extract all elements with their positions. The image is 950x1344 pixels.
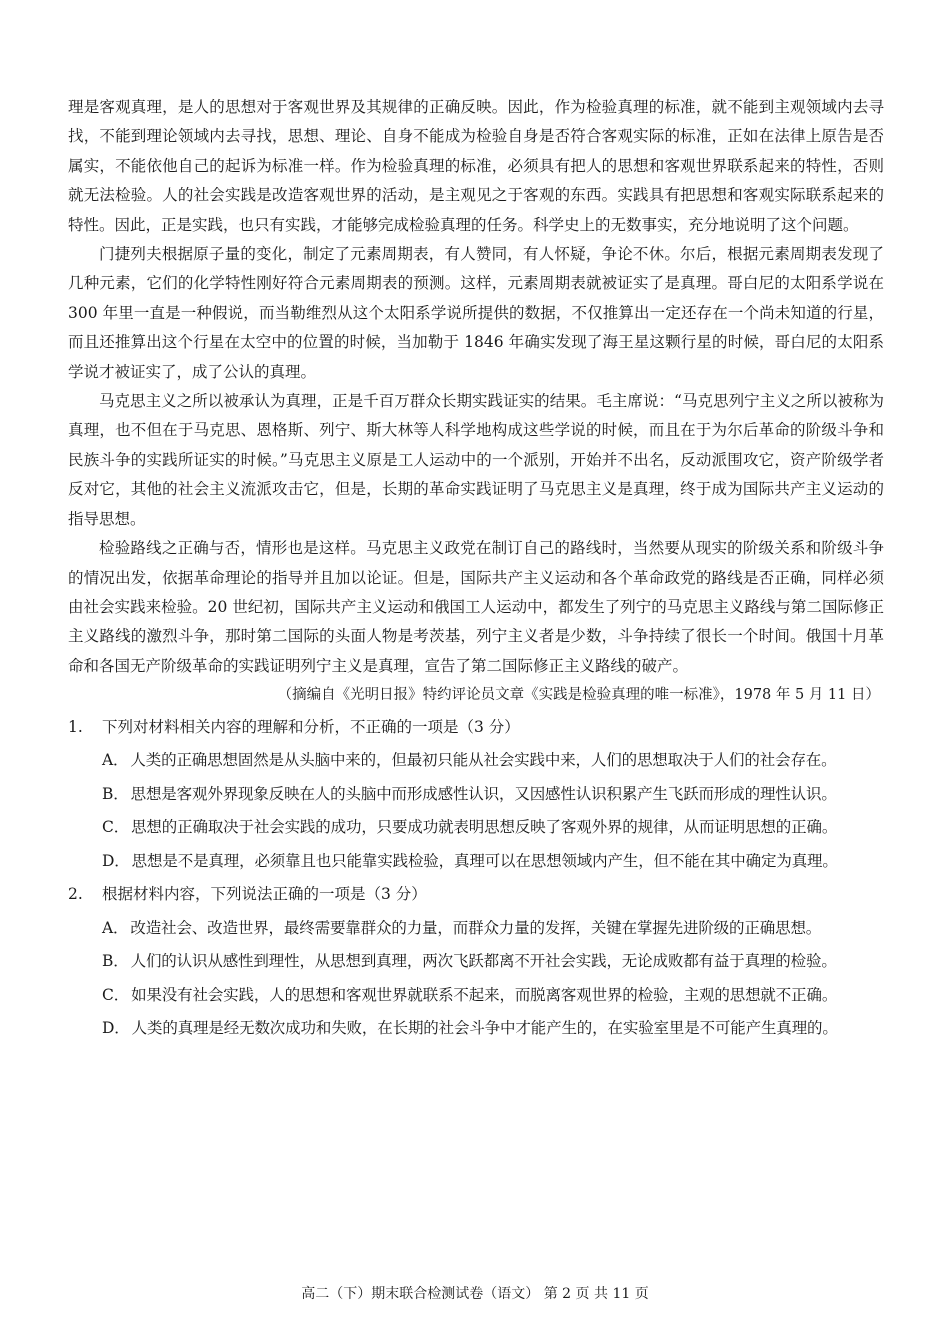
article-source: （摘编自《光明日报》特约评论员文章《实践是检验真理的唯一标准》，1978 年 5 月 11 日） [277,687,880,704]
option-letter: C． [102,818,130,837]
question-text: 根据材料内容，下列说法正确的一项是（3 分） [102,885,427,904]
option-b [68,778,884,812]
option-text: 思想是不是真理，必须靠且也只能靠实践检验，真理可以在思想领域内产生，但不能在其中确定为真理。 [131,851,838,870]
option-text: 人们的认识从感性到理性，从思想到真理，两次飞跃都离不开社会实践，无论成败都有益于真理的检验。 [130,952,837,971]
option-letter: A． [102,751,129,770]
question-text: 下列对材料相关内容的理解和分析，不正确的一项是（3 分） [102,717,520,736]
question-stem [68,711,884,745]
option-d [68,845,884,879]
question-stem [68,878,884,912]
option-letter: D． [102,1019,130,1038]
question-1 [68,711,884,879]
option-text: 人类的正确思想固然是从头脑中来的，但最初只能从社会实践中来，人们的思想取决于人们的社会存在。 [130,751,837,770]
exam-page [68,93,884,1046]
option-letter: B． [102,784,129,803]
option-text: 人类的真理是经无数次成功和失败，在长期的社会斗争中才能产生的，在实验室里是不可能产生真理的。 [131,1019,838,1038]
option-letter: D． [102,851,130,870]
page-footer: 高二（下）期末联合检测试卷（语文） 第 2 页 共 11 页 [301,1286,649,1302]
option-a [68,744,884,778]
option-c [68,811,884,845]
question-number: 2. [68,885,83,904]
option-a [68,912,884,946]
option-text: 如果没有社会实践，人的思想和客观世界就联系不起来，而脱离客观世界的检验，主观的思想就不正确。 [131,985,838,1004]
option-letter: C． [102,985,130,1004]
question-2 [68,878,884,1046]
option-text: 思想是客观外界现象反映在人的头脑中而形成感性认识，又因感性认识积累产生飞跃而形成的理性认识。 [130,784,837,803]
option-c [68,979,884,1013]
article-paragraph-2: 门捷列夫根据原子量的变化，制定了元素周期表，有人赞同，有人怀疑，争论不休。尔后，根据元素周期表发现了几种元素，它们的化学特性刚好符合元素周期表的预测。这样，元素周期表就被证实了是真理。哥白尼的太阳系学说在 300 年里一直是一种假说，而当勒维烈从这个太阳系学说所提供的数据，不仅推算出一定还存在一个尚未知道的行星，而且还推算出这个行星在太空中的位置的时候，当加勒于 1846 年确实发现了海王星这颗行星的时候，哥白尼的太阳系学说才被证实了，成了公认的真理。 [68,245,884,381]
article-body [68,93,884,711]
option-text: 改造社会、改造世界，最终需要靠群众的力量，而群众力量的发挥，关键在掌握先进阶级的正确思想。 [130,918,822,937]
question-number: 1. [68,717,83,736]
article-paragraph-1: 理是客观真理，是人的思想对于客观世界及其规律的正确反映。因此，作为检验真理的标准，就不能到主观领域内去寻找，不能到理论领域内去寻找，思想、理论、自身不能成为检验自身是否符合客观实际的标准，正如在法律上原告是否属实，不能依他自己的起诉为标准一样。作为检验真理的标准，必须具有把人的思想和客观世界联系起来的特性，否则就无法检验。人的社会实践是改造客观世界的活动，是主观见之于客观的东西。实践具有把思想和客观实际联系起来的特性。因此，正是实践，也只有实践，才能够完成检验真理的任务。科学史上的无数事实，充分地说明了这个问题。 [68,98,884,234]
option-letter: B． [102,952,129,971]
option-text: 思想的正确取决于社会实践的成功，只要成功就表明思想反映了客观外界的规律，从而证明思想的正确。 [131,818,838,837]
article-paragraph-3: 马克思主义之所以被承认为真理，正是千百万群众长期实践证实的结果。毛主席说：“马克思列宁主义之所以被称为真理，也不但在于马克思、恩格斯、列宁、斯大林等人科学地构成这些学说的时候，而且在于为尔后革命的阶级斗争和民族斗争的实践所证实的时候。”马克思主义原是工人运动中的一个派别，开始并不出名，反动派围攻它，资产阶级学者反对它，其他的社会主义流派攻击它，但是，长期的革命实践证明了马克思主义是真理，终于成为国际共产主义运动的指导思想。 [68,392,884,528]
option-b [68,945,884,979]
article-paragraph-4: 检验路线之正确与否，情形也是这样。马克思主义政党在制订自己的路线时，当然要从现实的阶级关系和阶级斗争的情况出发，依据革命理论的指导并且加以论证。但是，国际共产主义运动和各个革命政党的路线是否正确，同样必须由社会实践来检验。20 世纪初，国际共产主义运动和俄国工人运动中，都发生了列宁的马克思主义路线与第二国际修正主义路线的激烈斗争，那时第二国际的头面人物是考茨基，列宁主义者是少数，斗争持续了很长一个时间。俄国十月革命和各国无产阶级革命的实践证明列宁主义是真理，宣告了第二国际修正主义路线的破产。 [68,539,884,675]
option-d [68,1012,884,1046]
option-letter: A． [102,918,129,937]
